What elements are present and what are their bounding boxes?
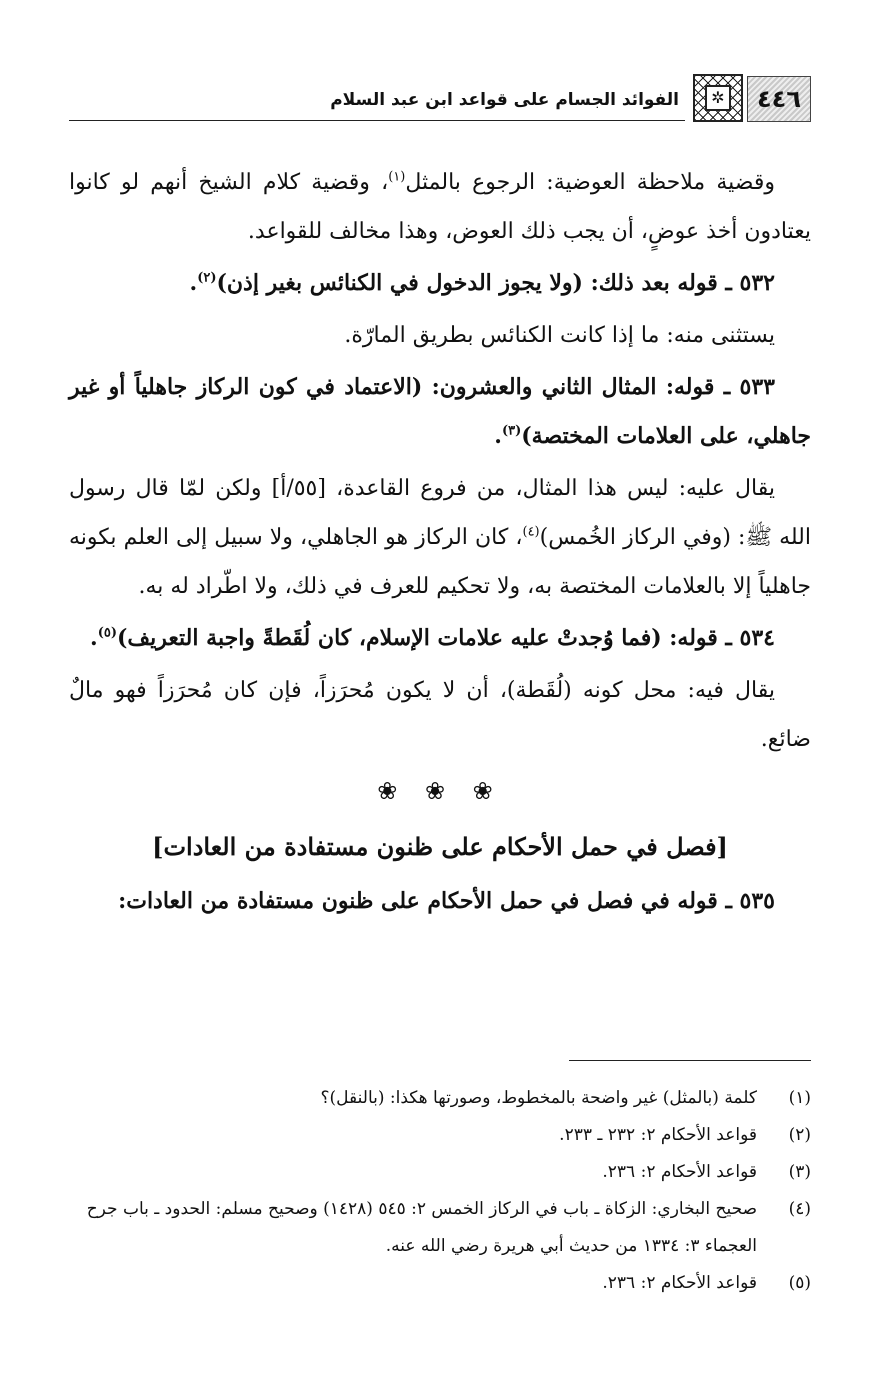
running-title: الفوائد الجسام على قواعد ابن عبد السلام <box>330 90 679 110</box>
footnote-number: (٢) <box>788 1125 811 1145</box>
footnote-text: صحيح البخاري: الزكاة ـ باب في الركاز الخمس ٢: ٥٤٥ (١٤٢٨) وصحيح مسلم: الحدود ـ باب جرح العجماء ٣: ١٣٣٤ من حديث أبي هريرة رضي الله عنه. <box>86 1199 757 1256</box>
footnote-number: (٤) <box>788 1199 811 1219</box>
footnote <box>69 1080 811 1117</box>
footnote-text: قواعد الأحكام ٢: ٢٣٢ ـ ٢٣٣. <box>559 1125 757 1145</box>
footnote-divider <box>569 1060 811 1061</box>
header-divider <box>69 120 685 121</box>
footnote <box>69 1154 811 1191</box>
footnote-number: (١) <box>788 1088 811 1108</box>
footnote <box>69 1117 811 1154</box>
paragraph: يقال فيه: محل كونه (لُقَطة)، أن لا يكون مُحرَزاً، فإن كان مُحرَزاً فهو مالٌ ضائع. <box>69 678 811 752</box>
footnote-number: (٥) <box>788 1273 811 1293</box>
paragraph-534: ٥٣٤ ـ قوله: (فما وُجدتْ عليه علامات الإسلام، كان لُقَطةً واجبة التعريف)$^{(٥)}$. <box>90 625 775 651</box>
footnote-ref: (٢) <box>197 270 217 286</box>
footnote-ref: (٥) <box>97 625 117 641</box>
footnote-ref: (٣) <box>501 423 522 439</box>
separator-stars: ❀ ❀ ❀ <box>377 777 503 805</box>
paragraph-532: ٥٣٢ ـ قوله بعد ذلك: (ولا يجوز الدخول في الكنائس بغير إذن)$^{(٢)}$. <box>189 270 775 296</box>
page-number: ٤٤٦ <box>747 76 811 122</box>
page-header <box>69 72 811 128</box>
paragraph: يستثنى منه: ما إذا كانت الكنائس بطريق المارّة. <box>344 323 775 348</box>
footnote <box>69 1265 811 1302</box>
paragraph-535: ٥٣٥ ـ قوله في فصل في حمل الأحكام على ظنون مستفادة من العادات: <box>118 888 775 914</box>
ornament-icon: ✲ <box>693 74 743 122</box>
paragraph-533: ٥٣٣ ـ قوله: المثال الثاني والعشرون: (الاعتماد في كون الركاز جاهلياً أو غير جاهلي، على العلامات المختصة)$^{(٣)}$. <box>69 374 811 449</box>
footnote-text: كلمة (بالمثل) غير واضحة بالمخطوط، وصورتها هكذا: (بالنقل)؟ <box>320 1088 757 1108</box>
footnote-ref: (١) <box>388 169 406 185</box>
paragraph: وقضية ملاحظة العوضية: الرجوع بالمثل$^{(١)}$، وقضية كلام الشيخ أنهم لو كانوا يعتادون أخذ عوضٍ، أن يجب ذلك العوض، وهذا مخالف للقواعد. <box>69 169 811 244</box>
footnote <box>69 1191 811 1265</box>
footnote-ref: (٤) <box>522 524 540 540</box>
footnotes <box>69 1080 811 1302</box>
footnote-text: قواعد الأحكام ٢: ٢٣٦. <box>602 1273 757 1293</box>
footnote-text: قواعد الأحكام ٢: ٢٣٦. <box>602 1162 757 1182</box>
paragraph: يقال عليه: ليس هذا المثال، من فروع القاعدة، [٥٥/أ] ولكن لمّا قال رسول الله ﷺ: (وفي الركاز الخُمس)$^{(٤)}$، كان الركاز هو الجاهلي، ولا سبيل إلى العلم بكونه جاهلياً إلا بالعلامات المختصة به، ولا تحكيم للعرف في ذلك، ولا اطّراد له به. <box>69 476 811 599</box>
footnote-number: (٣) <box>788 1162 811 1182</box>
main-text <box>69 158 811 929</box>
section-title: [فصل في حمل الأحكام على ظنون مستفادة من العادات] <box>152 832 728 861</box>
